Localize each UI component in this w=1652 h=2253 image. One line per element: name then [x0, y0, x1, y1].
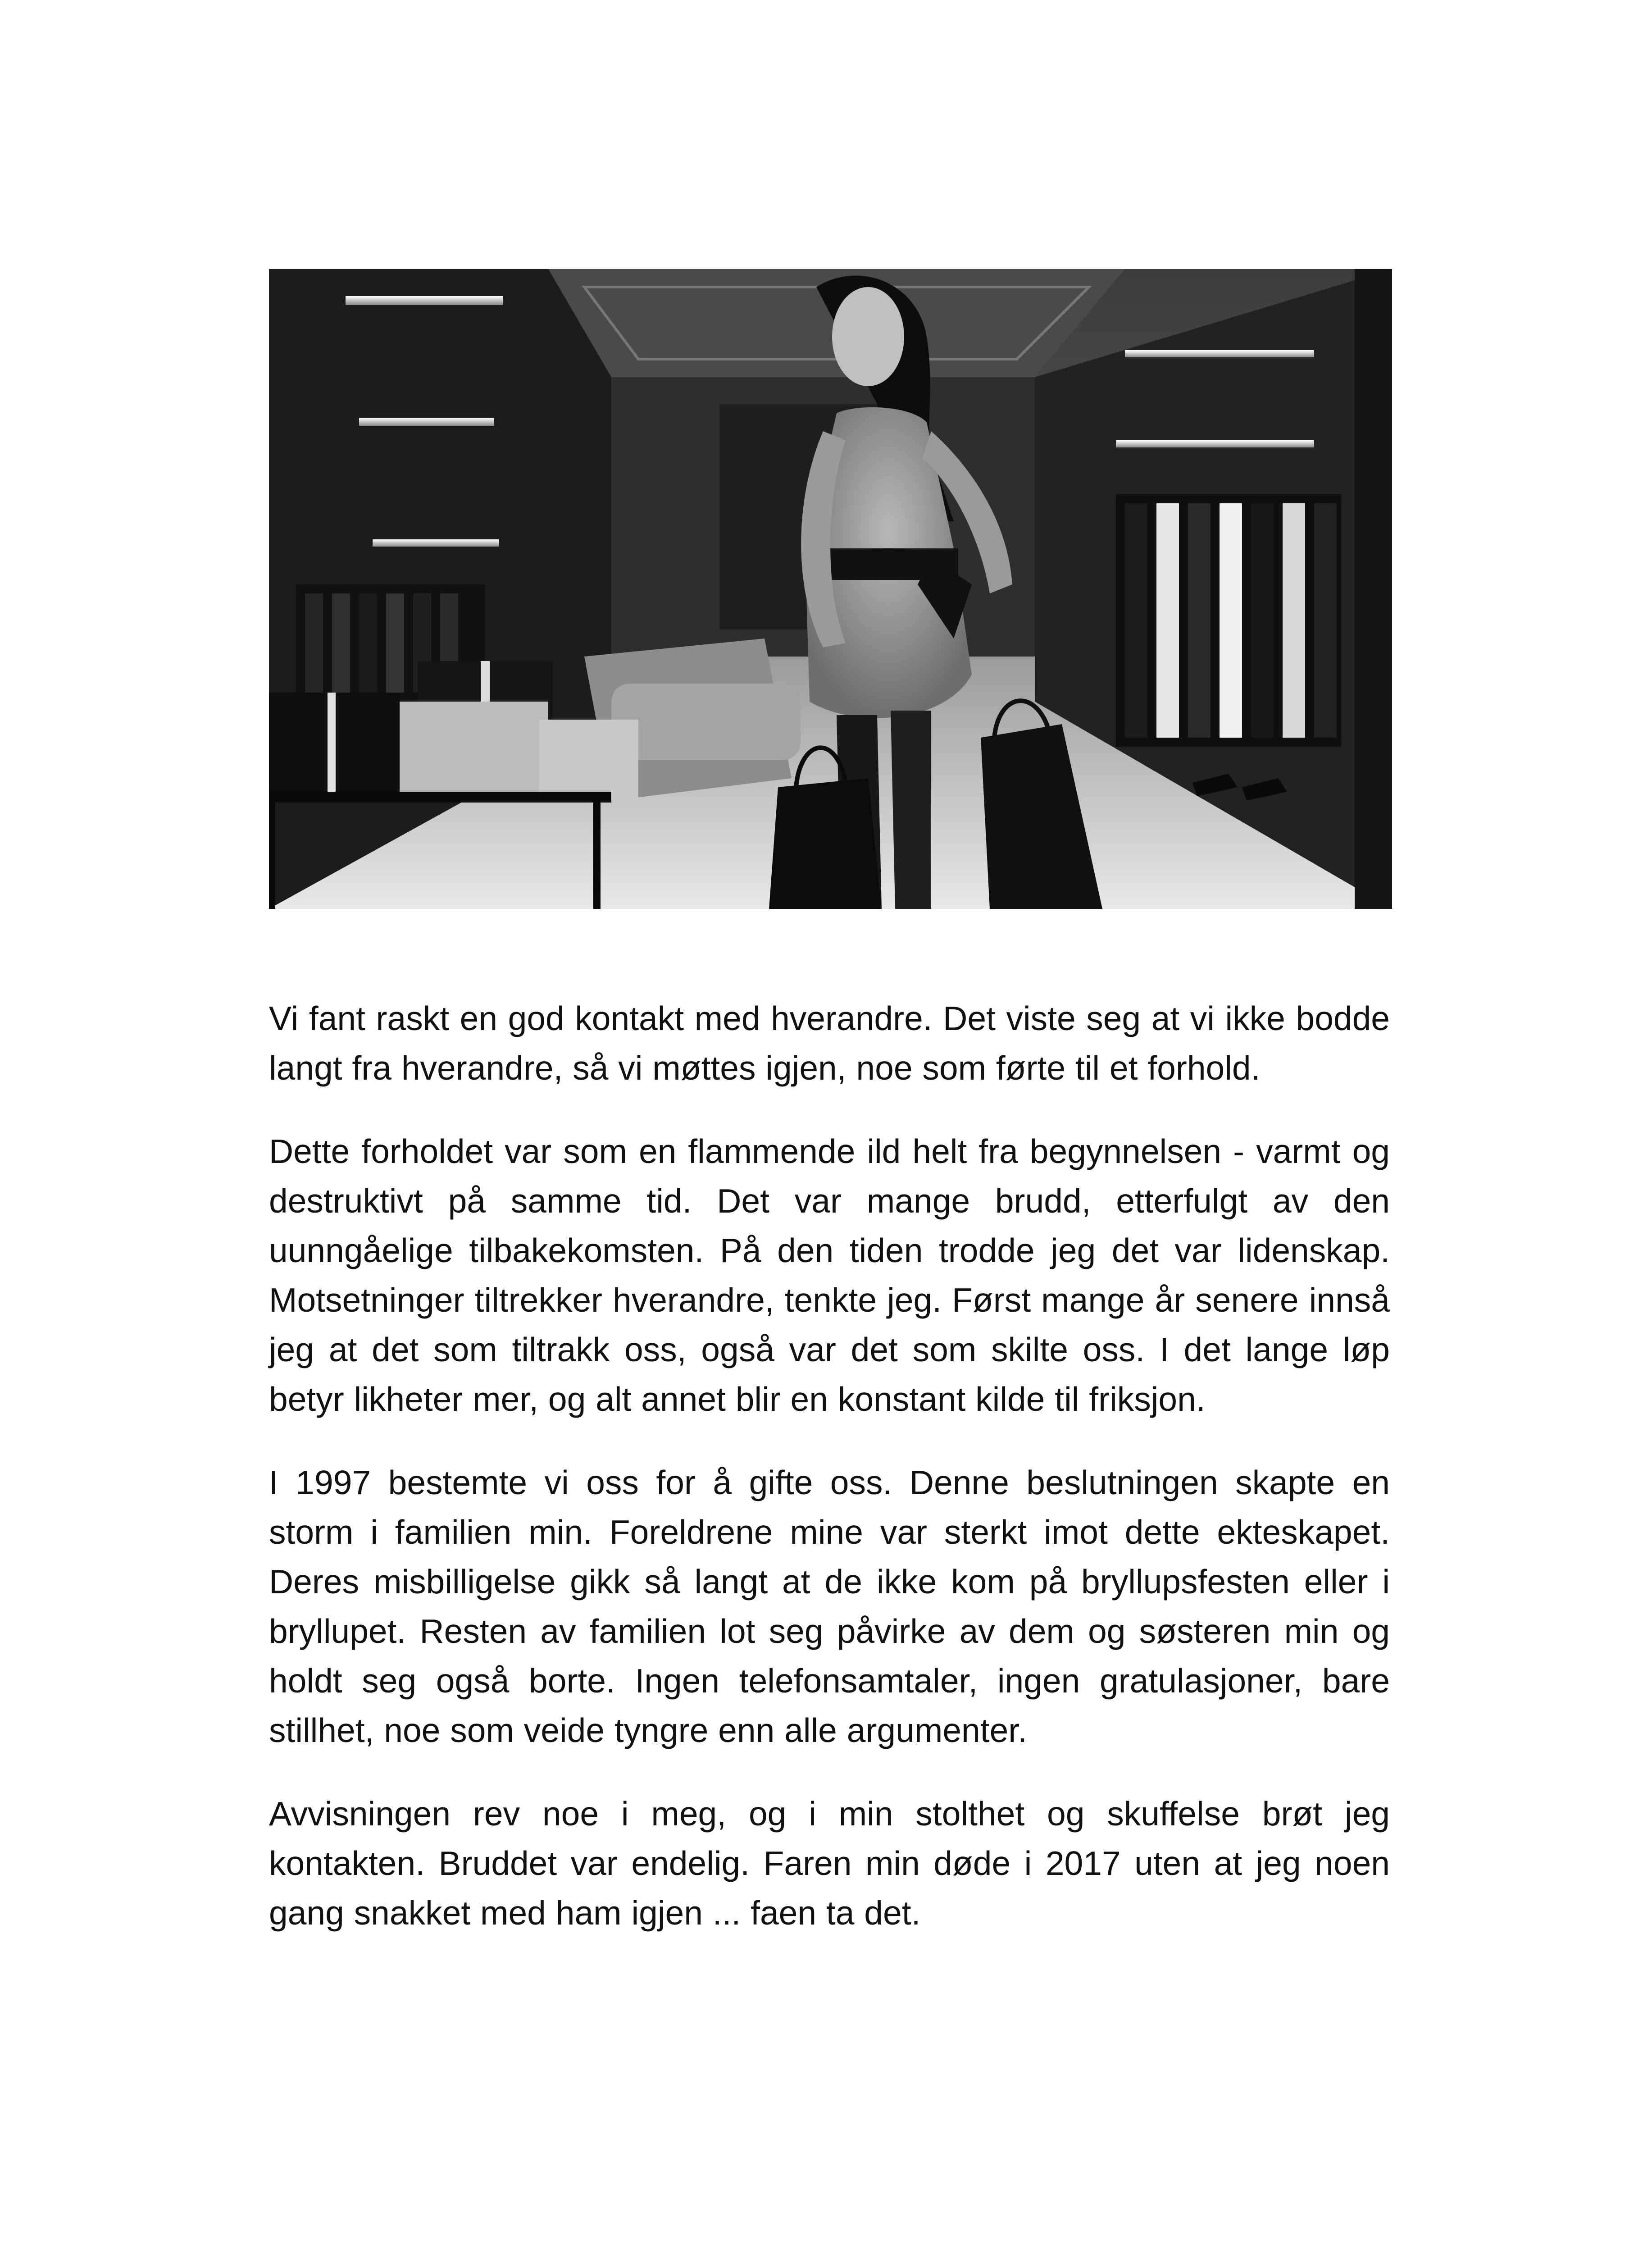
boutique-photo: [269, 269, 1392, 909]
paragraph-1: Vi fant raskt en god kontakt med hverandre. Det viste seg at vi ikke bodde langt fra hverandre, så vi møttes igjen, noe som førte til et forhold.: [269, 999, 1390, 1087]
paragraph-4: Avvisningen rev noe i meg, og i min stolthet og skuffelse brøt jeg kontakten. Bruddet var endelig. Faren min døde i 2017 uten at jeg noen gang snakket med ham igjen ... faen ta det.: [269, 1795, 1390, 1932]
paragraph-3: I 1997 bestemte vi oss for å gifte oss. Denne beslutningen skapte en storm i familien min. Foreldrene mine var sterkt imot dette ekteskapet. Deres misbilligelse gikk så langt at de ikke kom på bryllupsfesten eller i bryllupet. Resten av familien lot seg påvirke av dem og søsteren min og holdt seg også borte. Ingen telefonsamtaler, ingen gratulasjoner, bare stillhet, noe som veide tyngre enn alle argumenter.: [269, 1464, 1390, 1749]
body-text: [269, 994, 1390, 1971]
boutique-illustration: [269, 269, 1392, 909]
paragraph-2: Dette forholdet var som en flammende ild helt fra begynnelsen - varmt og destruktivt på samme tid. Det var mange brudd, etterfulgt av den uunngåelige tilbakekomsten. På den tiden trodde jeg det var lidenskap. Motsetninger tiltrekker hverandre, tenkte jeg. Først mange år senere innså jeg at det som tiltrakk oss, også var det som skilte oss. I det lange løp betyr likheter mer, og alt annet blir en konstant kilde til friksjon.: [269, 1132, 1390, 1418]
